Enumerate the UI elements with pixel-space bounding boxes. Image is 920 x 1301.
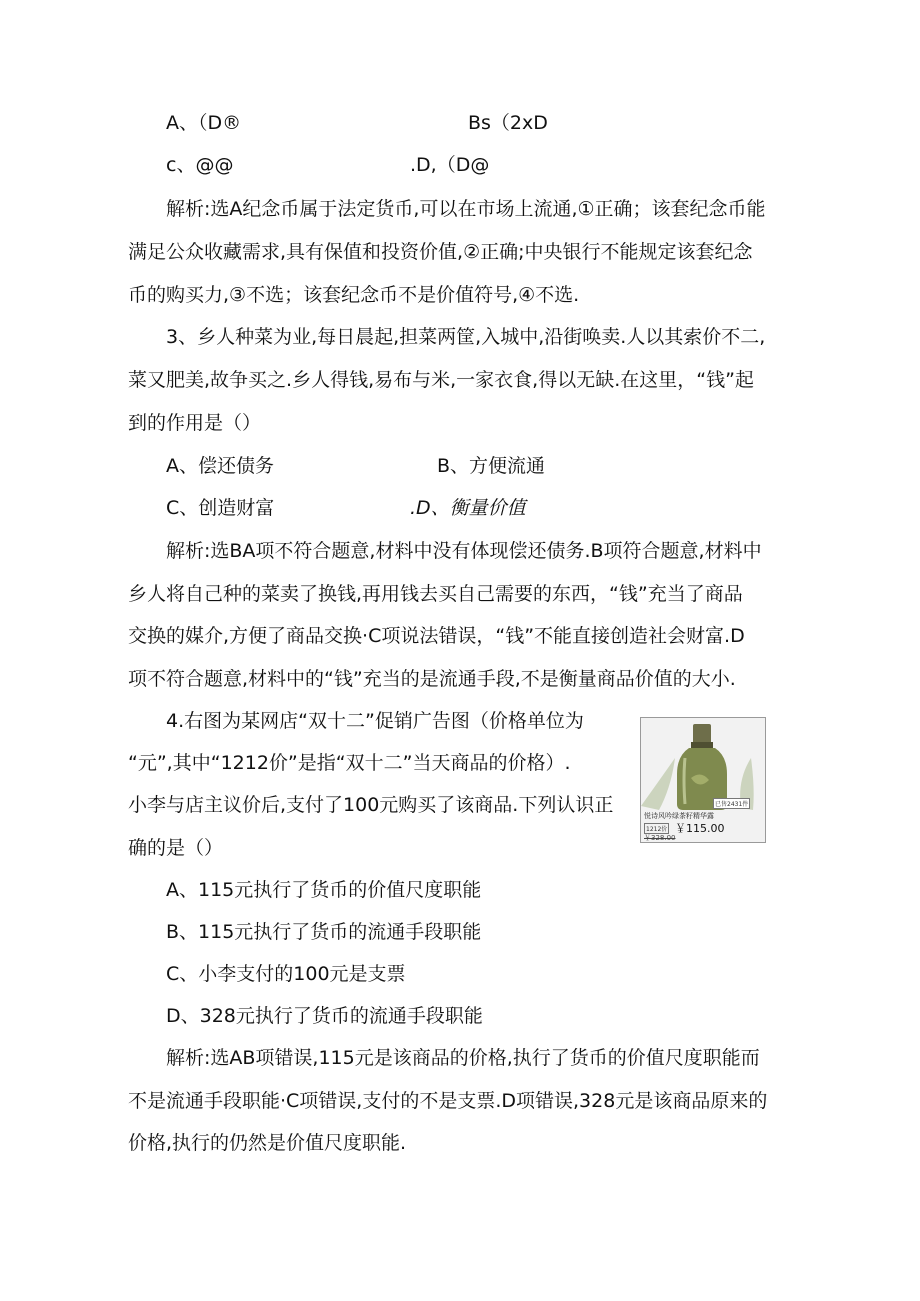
text-line: 到的作用是（） [128, 412, 262, 434]
product-name: 悦诗风吟绿茶籽精华露 [644, 812, 714, 820]
sale-price: ￥115.00 [675, 822, 725, 835]
text-line: C、小李支付的100元是支票 [166, 963, 406, 985]
text-line: 满足公众收藏需求,具有保值和投资价值,②正确;中央银行不能规定该套纪念 [128, 241, 753, 263]
text-line: C、创造财富 [166, 497, 275, 519]
text-line: D、328元执行了货币的流通手段职能 [166, 1005, 483, 1027]
text-line: 交换的媒介,方便了商品交换·C项说法错误，“钱”不能直接创造社会财富.D [128, 625, 745, 647]
text-line: 菜又肥美,故争买之.乡人得钱,易布与米,一家衣食,得以无缺.在这里，“钱”起 [128, 369, 754, 391]
text-line: 不是流通手段职能·C项错误,支付的不是支票.D项错误,328元是该商品原来的 [128, 1090, 768, 1112]
text-line: “元”,其中“1212价”是指“双十二”当天商品的价格）. [128, 752, 571, 774]
text-line: 确的是（） [128, 837, 224, 859]
text-line: Bs（2xD [468, 112, 548, 134]
text-line: A、115元执行了货币的价值尺度职能 [166, 879, 482, 901]
text-line: A、（D® [166, 112, 242, 134]
text-line: B、115元执行了货币的流通手段职能 [166, 921, 482, 943]
product-ad-image [640, 717, 766, 843]
text-line: B、方便流通 [437, 455, 546, 477]
text-line: .D,（D@ [410, 154, 490, 176]
text-line: 解析:选AB项错误,115元是该商品的价格,执行了货币的价值尺度职能而 [166, 1047, 760, 1069]
text-line: A、偿还债务 [166, 455, 274, 477]
text-line: c、@@ [166, 154, 234, 176]
text-line: 3、乡人种菜为业,每日晨起,担菜两筐,入城中,沿街唤卖.人以其索价不二, [166, 326, 766, 348]
text-line: .D、衡量价值 [410, 497, 526, 519]
text-line: 解析:选BA项不符合题意,材料中没有体现偿还债务.B项符合题意,材料中 [166, 540, 762, 562]
text-line: 价格,执行的仍然是价值尺度职能. [128, 1132, 407, 1154]
text-line: 币的购买力,③不选；该套纪念币不是价值符号,④不选. [128, 284, 580, 306]
text-line: 项不符合题意,材料中的“钱”充当的是流通手段,不是衡量商品价值的大小. [128, 668, 736, 690]
text-line: 小李与店主议价后,支付了100元购买了该商品.下列认识正 [128, 794, 614, 816]
price-tag-label: 1212价 [644, 823, 669, 834]
original-price: ￥328.00 [644, 834, 676, 842]
text-line: 乡人将自己种的菜卖了换钱,再用钱去买自己需要的东西，“钱”充当了商品 [128, 583, 743, 605]
text-line: 解析:选A纪念币属于法定货币,可以在市场上流通,①正确；该套纪念币能 [166, 198, 766, 220]
text-line: 4.右图为某网店“双十二”促销广告图（价格单位为 [166, 710, 584, 732]
sold-count-badge: 已售2431件 [713, 798, 750, 809]
